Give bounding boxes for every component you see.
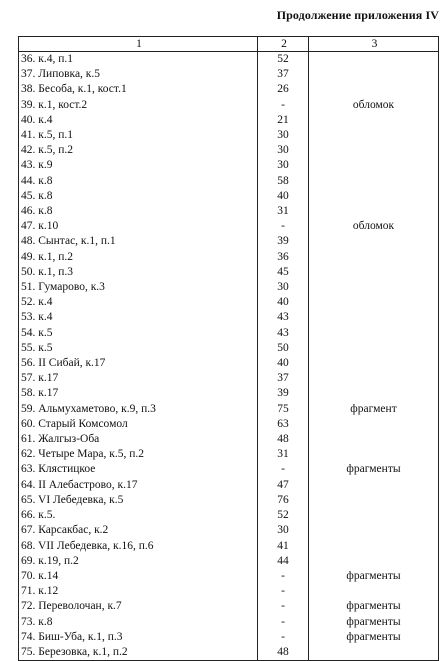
cell-site: 63. Клястицкое xyxy=(19,462,258,477)
cell-site: 54. к.5 xyxy=(19,326,258,341)
table-row xyxy=(19,462,439,477)
cell-site: 66. к.5. xyxy=(19,508,258,523)
cell-note xyxy=(309,174,439,189)
cell-note xyxy=(309,310,439,325)
cell-value: 40 xyxy=(258,295,309,310)
table-row xyxy=(19,569,439,584)
table-row xyxy=(19,113,439,128)
cell-site: 72. Переволочан, к.7 xyxy=(19,599,258,614)
cell-note xyxy=(309,645,439,661)
cell-note xyxy=(309,158,439,173)
cell-note xyxy=(309,447,439,462)
cell-value: 31 xyxy=(258,447,309,462)
cell-value: 30 xyxy=(258,128,309,143)
cell-note xyxy=(309,234,439,249)
table-row xyxy=(19,52,439,68)
cell-site: 47. к.10 xyxy=(19,219,258,234)
cell-value: 52 xyxy=(258,508,309,523)
cell-note xyxy=(309,82,439,97)
cell-value: 41 xyxy=(258,539,309,554)
cell-note xyxy=(309,371,439,386)
cell-site: 48. Сынтас, к.1, п.1 xyxy=(19,234,258,249)
cell-site: 62. Четыре Мара, к.5, п.2 xyxy=(19,447,258,462)
cell-value: - xyxy=(258,599,309,614)
cell-note: фрагменты xyxy=(309,569,439,584)
table-row xyxy=(19,326,439,341)
cell-value: 76 xyxy=(258,493,309,508)
cell-value: 45 xyxy=(258,265,309,280)
cell-note xyxy=(309,539,439,554)
cell-note xyxy=(309,493,439,508)
cell-value: - xyxy=(258,462,309,477)
table-row xyxy=(19,280,439,295)
table-row xyxy=(19,599,439,614)
table-row xyxy=(19,584,439,599)
cell-note xyxy=(309,143,439,158)
cell-note xyxy=(309,584,439,599)
table-row xyxy=(19,250,439,265)
cell-note: обломок xyxy=(309,219,439,234)
cell-note: фрагменты xyxy=(309,615,439,630)
cell-note xyxy=(309,356,439,371)
cell-site: 41. к.5, п.1 xyxy=(19,128,258,143)
page-title: Продолжение приложения IV xyxy=(276,8,439,22)
table-row xyxy=(19,341,439,356)
cell-value: 43 xyxy=(258,310,309,325)
column-header-3: 3 xyxy=(309,37,439,52)
cell-value: 47 xyxy=(258,478,309,493)
cell-note xyxy=(309,554,439,569)
table-row xyxy=(19,554,439,569)
cell-value: 52 xyxy=(258,52,309,68)
cell-site: 46. к.8 xyxy=(19,204,258,219)
cell-value: 37 xyxy=(258,67,309,82)
cell-site: 49. к.1, п.2 xyxy=(19,250,258,265)
table-row xyxy=(19,265,439,280)
table-row xyxy=(19,508,439,523)
cell-site: 71. к.12 xyxy=(19,584,258,599)
cell-note xyxy=(309,128,439,143)
cell-value: 30 xyxy=(258,523,309,538)
cell-site: 42. к.5, п.2 xyxy=(19,143,258,158)
cell-site: 38. Бесоба, к.1, кост.1 xyxy=(19,82,258,97)
cell-value: 48 xyxy=(258,645,309,661)
cell-value: 37 xyxy=(258,371,309,386)
cell-site: 75. Березовка, к.1, п.2 xyxy=(19,645,258,661)
cell-site: 51. Гумарово, к.3 xyxy=(19,280,258,295)
table-row xyxy=(19,295,439,310)
cell-value: - xyxy=(258,584,309,599)
cell-value: - xyxy=(258,630,309,645)
cell-note xyxy=(309,52,439,68)
table-row xyxy=(19,386,439,401)
cell-value: 39 xyxy=(258,386,309,401)
table-row xyxy=(19,82,439,97)
cell-value: 40 xyxy=(258,356,309,371)
cell-site: 36. к.4, п.1 xyxy=(19,52,258,68)
cell-note xyxy=(309,508,439,523)
cell-note xyxy=(309,432,439,447)
cell-note xyxy=(309,295,439,310)
cell-note xyxy=(309,478,439,493)
table-row xyxy=(19,630,439,645)
cell-site: 69. к.19, п.2 xyxy=(19,554,258,569)
table-row xyxy=(19,402,439,417)
table-header-row xyxy=(19,37,439,52)
cell-value: 50 xyxy=(258,341,309,356)
cell-value: 26 xyxy=(258,82,309,97)
cell-site: 56. II Сибай, к.17 xyxy=(19,356,258,371)
cell-note xyxy=(309,523,439,538)
table-row xyxy=(19,539,439,554)
cell-site: 50. к.1, п.3 xyxy=(19,265,258,280)
cell-site: 73. к.8 xyxy=(19,615,258,630)
cell-value: 63 xyxy=(258,417,309,432)
cell-note xyxy=(309,204,439,219)
cell-note xyxy=(309,113,439,128)
cell-value: - xyxy=(258,615,309,630)
table-row xyxy=(19,447,439,462)
table-row xyxy=(19,310,439,325)
table-row xyxy=(19,523,439,538)
cell-site: 37. Липовка, к.5 xyxy=(19,67,258,82)
table-row xyxy=(19,234,439,249)
table-row xyxy=(19,356,439,371)
cell-site: 68. VII Лебедевка, к.16, п.6 xyxy=(19,539,258,554)
cell-site: 52. к.4 xyxy=(19,295,258,310)
cell-value: 58 xyxy=(258,174,309,189)
cell-value: - xyxy=(258,98,309,113)
table-row xyxy=(19,478,439,493)
cell-value: 40 xyxy=(258,189,309,204)
cell-value: 48 xyxy=(258,432,309,447)
table-row xyxy=(19,143,439,158)
table-row xyxy=(19,432,439,447)
table-row xyxy=(19,174,439,189)
cell-site: 67. Карсакбас, к.2 xyxy=(19,523,258,538)
cell-site: 40. к.4 xyxy=(19,113,258,128)
cell-value: - xyxy=(258,569,309,584)
cell-site: 74. Биш-Уба, к.1, п.3 xyxy=(19,630,258,645)
cell-site: 43. к.9 xyxy=(19,158,258,173)
cell-note xyxy=(309,280,439,295)
cell-value: 75 xyxy=(258,402,309,417)
cell-value: - xyxy=(258,219,309,234)
cell-value: 31 xyxy=(258,204,309,219)
cell-value: 39 xyxy=(258,234,309,249)
table-body xyxy=(19,52,439,661)
table-row xyxy=(19,128,439,143)
cell-site: 39. к.1, кост.2 xyxy=(19,98,258,113)
cell-site: 65. VI Лебедевка, к.5 xyxy=(19,493,258,508)
table-row xyxy=(19,417,439,432)
cell-note: фрагмент xyxy=(309,402,439,417)
table-row xyxy=(19,219,439,234)
cell-value: 30 xyxy=(258,280,309,295)
cell-note xyxy=(309,265,439,280)
cell-site: 57. к.17 xyxy=(19,371,258,386)
cell-value: 30 xyxy=(258,143,309,158)
table-row xyxy=(19,493,439,508)
cell-note: фрагменты xyxy=(309,462,439,477)
table-row xyxy=(19,67,439,82)
table-row xyxy=(19,158,439,173)
table-row xyxy=(19,615,439,630)
table-row xyxy=(19,204,439,219)
cell-value: 36 xyxy=(258,250,309,265)
cell-site: 44. к.8 xyxy=(19,174,258,189)
cell-site: 70. к.14 xyxy=(19,569,258,584)
cell-value: 30 xyxy=(258,158,309,173)
table-row xyxy=(19,371,439,386)
column-header-1: 1 xyxy=(19,37,258,52)
column-header-2: 2 xyxy=(258,37,309,52)
cell-site: 58. к.17 xyxy=(19,386,258,401)
cell-note xyxy=(309,250,439,265)
cell-site: 60. Старый Комсомол xyxy=(19,417,258,432)
cell-site: 61. Жалгыз-Оба xyxy=(19,432,258,447)
cell-note xyxy=(309,67,439,82)
cell-site: 64. II Алебастрово, к.17 xyxy=(19,478,258,493)
cell-site: 53. к.4 xyxy=(19,310,258,325)
table-row xyxy=(19,189,439,204)
cell-site: 55. к.5 xyxy=(19,341,258,356)
table-row xyxy=(19,645,439,661)
cell-note: фрагменты xyxy=(309,630,439,645)
cell-note xyxy=(309,326,439,341)
cell-note: обломок xyxy=(309,98,439,113)
cell-site: 59. Альмухаметово, к.9, п.3 xyxy=(19,402,258,417)
cell-note xyxy=(309,386,439,401)
cell-note xyxy=(309,417,439,432)
table-row xyxy=(19,98,439,113)
cell-value: 43 xyxy=(258,326,309,341)
data-table xyxy=(18,36,439,661)
cell-note xyxy=(309,341,439,356)
cell-note xyxy=(309,189,439,204)
cell-value: 21 xyxy=(258,113,309,128)
cell-value: 44 xyxy=(258,554,309,569)
cell-site: 45. к.8 xyxy=(19,189,258,204)
cell-note: фрагменты xyxy=(309,599,439,614)
